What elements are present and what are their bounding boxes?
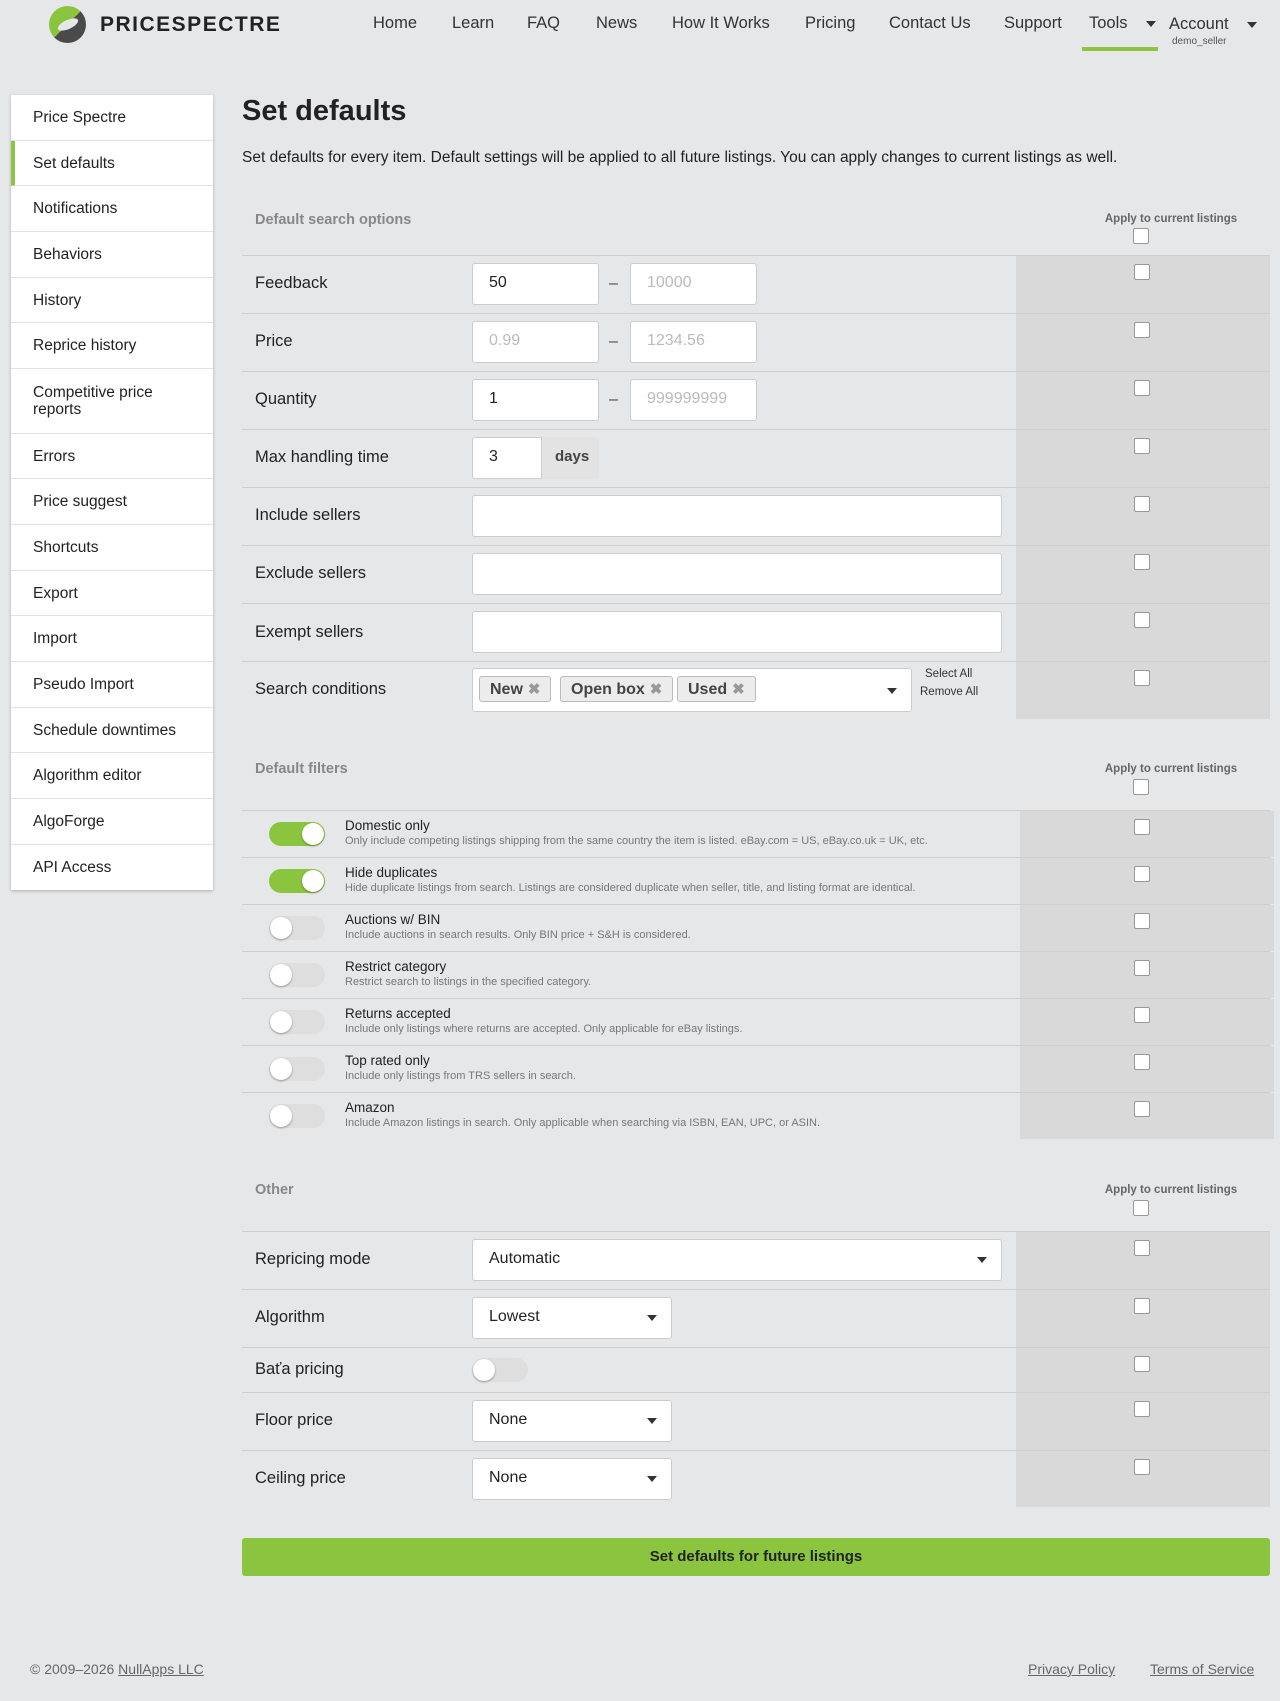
apply-ceiling-price-checkbox[interactable] <box>1134 1459 1150 1475</box>
apply-algorithm-checkbox[interactable] <box>1134 1298 1150 1314</box>
apply-beta-pricing-checkbox[interactable] <box>1134 1356 1150 1372</box>
terms-of-service-link[interactable]: Terms of Service <box>1150 1661 1255 1677</box>
filter-row <box>242 904 1270 951</box>
sidebar-item-price-suggest[interactable]: Price suggest <box>11 479 213 525</box>
quantity-label: Quantity <box>255 390 317 408</box>
nav-home[interactable]: Home <box>373 14 418 32</box>
algorithm-select[interactable] <box>472 1297 672 1339</box>
repricing-mode-label: Repricing mode <box>255 1250 371 1268</box>
select-all-link[interactable]: Select All <box>925 668 973 680</box>
apply-column-cell <box>1016 488 1270 545</box>
chip-label: New <box>490 681 523 698</box>
toggle-knob <box>473 1359 495 1381</box>
chevron-down-icon <box>647 1476 657 1482</box>
condition-chip <box>677 676 756 702</box>
filter-row <box>242 857 1270 904</box>
filter-row <box>242 1092 1270 1139</box>
filter-toggle[interactable] <box>269 963 325 987</box>
apply-exempt-checkbox[interactable] <box>1134 612 1150 628</box>
filter-title: Hide duplicates <box>345 865 438 880</box>
apply-column-cell <box>1016 1451 1270 1507</box>
price-row <box>242 313 1270 371</box>
filter-description: Hide duplicate listings from search. Listings are considered duplicate when seller, title, and listing format are identical. <box>345 882 916 894</box>
apply-feedback-checkbox[interactable] <box>1134 264 1150 280</box>
company-link[interactable]: NullApps LLC <box>118 1661 204 1677</box>
chevron-down-icon <box>887 688 897 694</box>
sidebar-item-shortcuts[interactable]: Shortcuts <box>11 525 213 571</box>
apply-conditions-checkbox[interactable] <box>1134 670 1150 686</box>
exempt-sellers-label: Exempt sellers <box>255 623 364 641</box>
nav-learn[interactable]: Learn <box>452 14 495 32</box>
price-label: Price <box>255 332 293 350</box>
filter-row <box>242 998 1270 1045</box>
handling-time-row <box>242 429 1270 487</box>
filter-toggle[interactable] <box>269 869 325 893</box>
apply-column-cell <box>1020 1046 1274 1092</box>
apply-filter-checkbox[interactable] <box>1134 913 1150 929</box>
apply-repricing-mode-checkbox[interactable] <box>1134 1240 1150 1256</box>
range-dash: – <box>609 275 618 292</box>
filter-row <box>242 810 1270 857</box>
apply-column-cell <box>1016 1393 1270 1450</box>
algorithm-row <box>242 1289 1270 1347</box>
brand-name: PRICESPECTRE <box>100 12 282 36</box>
apply-column-cell <box>1020 905 1274 951</box>
beta-pricing-row <box>242 1347 1270 1392</box>
condition-chip <box>479 676 551 702</box>
remove-all-link[interactable]: Remove All <box>920 686 979 698</box>
top-navigation <box>0 0 1280 52</box>
exclude-sellers-row <box>242 545 1270 603</box>
apply-filter-checkbox[interactable] <box>1134 819 1150 835</box>
apply-column-cell <box>1016 662 1270 719</box>
apply-filter-checkbox[interactable] <box>1134 1007 1150 1023</box>
apply-column-cell <box>1020 811 1274 857</box>
apply-all-search-checkbox[interactable] <box>1133 228 1149 244</box>
sidebar-item-price-spectre[interactable]: Price Spectre <box>11 95 213 141</box>
main-content <box>242 92 1270 1507</box>
filter-toggle[interactable] <box>269 1104 325 1128</box>
feedback-label: Feedback <box>255 274 328 292</box>
nav-tools-label: Tools <box>1089 14 1128 32</box>
filter-title: Restrict category <box>345 959 447 974</box>
include-sellers-label: Include sellers <box>255 506 361 524</box>
apply-column-cell <box>1016 372 1270 429</box>
section-title-other: Other <box>255 1182 294 1198</box>
section-title-filters: Default filters <box>255 761 348 777</box>
feedback-min-input[interactable]: 50 <box>472 263 599 305</box>
apply-current-label: Apply to current listings <box>1104 1184 1238 1196</box>
sidebar-item-behaviors[interactable]: Behaviors <box>11 232 213 278</box>
range-dash: – <box>609 333 618 350</box>
ceiling-price-label: Ceiling price <box>255 1469 346 1487</box>
filter-title: Domestic only <box>345 818 430 833</box>
nav-news[interactable]: News <box>596 14 638 32</box>
sidebar-item-import[interactable]: Import <box>11 616 213 662</box>
set-defaults-button[interactable]: Set defaults for future listings <box>242 1538 1270 1576</box>
sidebar-item-history[interactable]: History <box>11 278 213 323</box>
copyright <box>30 1661 204 1677</box>
nav-account[interactable] <box>1169 15 1257 34</box>
filter-description: Restrict search to listings in the specified category. <box>345 976 592 988</box>
toggle-knob <box>302 870 324 892</box>
toggle-knob <box>270 1011 292 1033</box>
apply-all-other-checkbox[interactable] <box>1133 1200 1149 1216</box>
filter-description: Include Amazon listings in search. Only applicable when searching via ISBN, EAN, UPC, or ASIN. <box>345 1117 821 1129</box>
quantity-row <box>242 371 1270 429</box>
price-max-input[interactable]: 1234.56 <box>630 321 757 363</box>
sidebar-item-schedule-downtimes[interactable]: Schedule downtimes <box>11 708 213 753</box>
ceiling-price-select[interactable] <box>472 1458 672 1500</box>
nav-contact-us[interactable]: Contact Us <box>889 14 971 32</box>
sidebar-item-pseudo-import[interactable]: Pseudo Import <box>11 662 213 708</box>
quantity-min-input[interactable]: 1 <box>472 379 599 421</box>
algorithm-label: Algorithm <box>255 1308 325 1326</box>
apply-column-cell <box>1020 1093 1274 1139</box>
filter-title: Auctions w/ BIN <box>345 912 441 927</box>
filter-description: Include only listings from TRS sellers in search. <box>345 1070 576 1082</box>
filter-toggle[interactable] <box>269 916 325 940</box>
sidebar-item-algorithm-editor[interactable]: Algorithm editor <box>11 753 213 799</box>
search-conditions-row <box>242 661 1270 719</box>
apply-all-filters-checkbox[interactable] <box>1133 779 1149 795</box>
close-icon[interactable]: ✖ <box>649 681 663 698</box>
search-conditions-select[interactable] <box>472 668 912 712</box>
apply-column-cell <box>1016 546 1270 603</box>
chip-label: Used <box>688 681 728 698</box>
apply-include-checkbox[interactable] <box>1134 496 1150 512</box>
filter-toggle[interactable] <box>269 1010 325 1034</box>
filter-description: Only include competing listings shipping from the same country the item is listed. eBay.com = US, eBay.co.uk = UK, etc. <box>345 835 928 847</box>
apply-column-cell <box>1020 858 1274 904</box>
account-username: demo_seller <box>1172 36 1227 47</box>
algorithm-value: Lowest <box>489 1308 540 1325</box>
apply-column-cell <box>1016 314 1270 371</box>
filter-row <box>242 1045 1270 1092</box>
floor-price-row <box>242 1392 1270 1450</box>
filter-title: Returns accepted <box>345 1006 451 1021</box>
repricing-mode-row <box>242 1231 1270 1289</box>
filter-description: Include only listings where returns are accepted. Only applicable for eBay listings. <box>345 1023 743 1035</box>
sidebar-item-errors[interactable]: Errors <box>11 434 213 479</box>
exclude-sellers-input[interactable] <box>472 553 1002 595</box>
toggle-knob <box>302 823 324 845</box>
chevron-down-icon <box>1247 22 1257 28</box>
apply-column-cell <box>1016 1290 1270 1347</box>
exempt-sellers-input[interactable] <box>472 611 1002 653</box>
search-options-header <box>242 185 1270 255</box>
exclude-sellers-label: Exclude sellers <box>255 564 366 582</box>
page-intro: Set defaults for every item. Default settings will be applied to all future listings. You can apply changes to current listings as well. <box>242 149 1118 166</box>
privacy-policy-link[interactable]: Privacy Policy <box>1028 1661 1116 1677</box>
handling-time-label: Max handling time <box>255 448 389 466</box>
chevron-down-icon <box>647 1315 657 1321</box>
repricing-mode-value: Automatic <box>489 1250 561 1267</box>
apply-filter-checkbox[interactable] <box>1134 1054 1150 1070</box>
close-icon[interactable]: ✖ <box>732 681 745 698</box>
include-sellers-input[interactable] <box>472 495 1002 537</box>
nav-pricing[interactable]: Pricing <box>805 14 856 32</box>
ceiling-price-value: None <box>489 1469 528 1486</box>
ceiling-price-row <box>242 1450 1270 1507</box>
copyright-years: © 2009–2026 <box>30 1661 115 1677</box>
apply-column-cell <box>1016 430 1270 487</box>
feedback-max-input[interactable]: 10000 <box>630 263 757 305</box>
filter-description: Include auctions in search results. Only BIN price + S&H is considered. <box>345 929 691 941</box>
chevron-down-icon <box>647 1418 657 1424</box>
apply-column-cell <box>1016 1232 1270 1289</box>
apply-filter-checkbox[interactable] <box>1134 960 1150 976</box>
include-sellers-row <box>242 487 1270 545</box>
sidebar-item-algoforge[interactable]: AlgoForge <box>11 799 213 845</box>
filter-title: Amazon <box>345 1100 395 1115</box>
sidebar-item-api-access[interactable]: API Access <box>33 859 112 876</box>
filter-title: Top rated only <box>345 1053 430 1068</box>
filter-toggle[interactable] <box>269 1057 325 1081</box>
beta-pricing-label: Bаťa pricing <box>255 1360 344 1378</box>
apply-current-label: Apply to current listings <box>1104 213 1238 225</box>
other-header <box>242 1139 1270 1231</box>
apply-price-checkbox[interactable] <box>1134 322 1150 338</box>
toggle-knob <box>270 1105 292 1127</box>
apply-floor-price-checkbox[interactable] <box>1134 1401 1150 1417</box>
nav-tools[interactable] <box>1089 14 1156 33</box>
logo-link[interactable] <box>49 6 281 43</box>
toggle-knob <box>270 1058 292 1080</box>
filter-row <box>242 951 1270 998</box>
handling-time-unit: days <box>542 437 599 479</box>
chevron-down-icon <box>977 1257 987 1263</box>
filters-list <box>242 810 1270 1139</box>
condition-chip <box>560 676 673 702</box>
close-icon[interactable]: ✖ <box>527 681 541 698</box>
pricespectre-logo-icon <box>49 6 86 43</box>
apply-column-cell <box>1020 999 1274 1045</box>
repricing-mode-select[interactable] <box>472 1239 1002 1281</box>
nav-account-label: Account <box>1169 15 1229 33</box>
apply-quantity-checkbox[interactable] <box>1134 380 1150 396</box>
sidebar-item-reprice-history[interactable]: Reprice history <box>11 323 213 369</box>
page-title: Set defaults <box>242 95 407 127</box>
toggle-knob <box>270 964 292 986</box>
active-nav-indicator <box>1082 47 1158 51</box>
apply-column-cell <box>1020 952 1274 998</box>
filter-toggle[interactable] <box>269 822 325 846</box>
feedback-row <box>242 255 1270 313</box>
floor-price-select[interactable] <box>472 1400 672 1442</box>
settings-sidebar <box>11 95 213 890</box>
range-dash: – <box>609 391 618 408</box>
sidebar-item-competitive-price-reports[interactable]: Competitive price reports <box>11 369 213 434</box>
filters-header <box>242 719 1270 810</box>
apply-handling-checkbox[interactable] <box>1134 438 1150 454</box>
search-conditions-label: Search conditions <box>255 680 387 698</box>
apply-exclude-checkbox[interactable] <box>1134 554 1150 570</box>
price-min-input[interactable]: 0.99 <box>472 321 599 363</box>
exempt-sellers-row <box>242 603 1270 661</box>
toggle-knob <box>270 917 292 939</box>
nav-support[interactable]: Support <box>1004 14 1062 32</box>
sidebar-item-set-defaults[interactable]: Set defaults <box>11 141 213 186</box>
sidebar-item-export[interactable]: Export <box>11 571 213 616</box>
apply-filter-checkbox[interactable] <box>1134 1101 1150 1117</box>
chip-label: Open box <box>571 681 645 698</box>
handling-time-input[interactable]: 3 <box>472 437 542 479</box>
section-title-search: Default search options <box>255 212 412 228</box>
floor-price-value: None <box>489 1411 528 1428</box>
chevron-down-icon <box>1146 21 1156 27</box>
apply-column-cell <box>1016 1348 1270 1392</box>
apply-column-cell <box>1016 604 1270 661</box>
apply-filter-checkbox[interactable] <box>1134 866 1150 882</box>
apply-column-cell <box>1016 256 1270 313</box>
apply-current-label: Apply to current listings <box>1104 763 1238 775</box>
sidebar-item-notifications[interactable]: Notifications <box>11 186 213 232</box>
nav-how-it-works[interactable]: How It Works <box>672 14 770 32</box>
nav-faq[interactable]: FAQ <box>527 14 561 32</box>
quantity-max-input[interactable]: 999999999 <box>630 379 757 421</box>
beta-pricing-toggle[interactable] <box>472 1358 528 1382</box>
floor-price-label: Floor price <box>255 1411 333 1429</box>
